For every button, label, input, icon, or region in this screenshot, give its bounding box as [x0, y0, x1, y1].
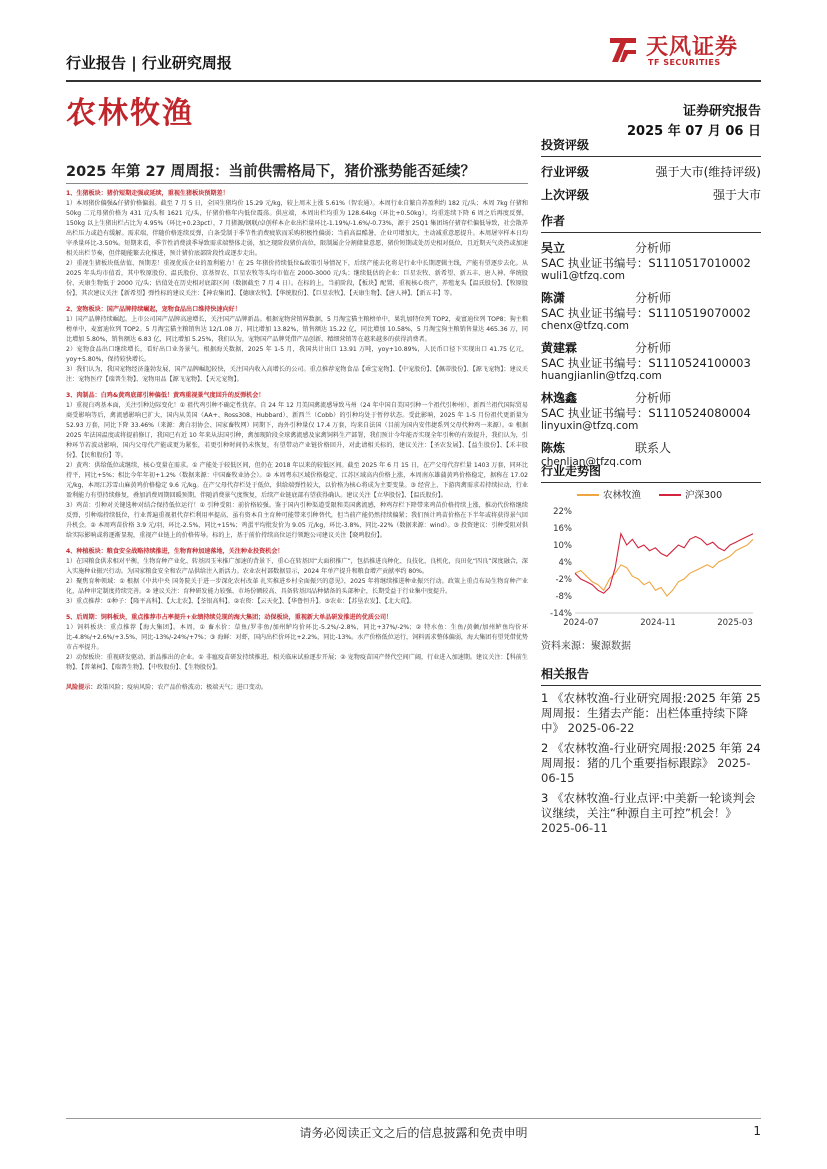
author-role: 分析师 — [635, 291, 672, 305]
author-email[interactable]: huangjianlin@tfzq.com — [541, 370, 662, 382]
author-name: 黄建霖 — [541, 341, 578, 355]
headline-divider — [66, 183, 528, 184]
related-report-item[interactable] — [541, 791, 761, 836]
section-title: 1、生猪板块：猪价短期走强或延续，重视生猪板块预期差！ — [66, 190, 229, 197]
x-tick-label: 2024-07 — [563, 618, 599, 628]
report-category: 行业报告 | 行业研究周报 — [66, 54, 232, 72]
rating-panel — [541, 136, 761, 203]
related-report-title: 3 《农林牧渔-行业点评:中美新一轮谈判会议继续，关注“种源自主可控”机会！》 — [541, 791, 756, 820]
report-type: 证券研究报告 — [682, 104, 761, 119]
authors-heading: 作者 — [541, 212, 761, 233]
logo-text-en: TF SECURITIES — [648, 58, 721, 67]
section-paragraph: 2）黄鸡：供给低位或继续，核心变量在需求。① 产能处于较低区间，但仍在 2018 年以来的较低区间。截至 2025 年 6 月 15 日，在产父母代存栏量 1403 万套，同环比持平，同比+5%；相比今年年初+1.2%（数据来源：中国畜牧业协会）。② 本周粤东区域价格稳定、江苏区域高内价格上涨，本周南东雄蒲黄鸡价格稳定，据称在 17.02 元/kg，本周江苏雪山麻黄鸡价格稳定 9.6 元/kg。在产父母代存栏处于低位，供给端弹性较大，以价格为核心将成为主要变量。③ 经营上，下游肉禽需求若持续拉动，行业盈利能力有望持续修复，叠加消费周期回暖预期，伴随消费景气度恢复，后续产业链底部有望获得确认。建议关注【立华股份】、【温氏股份】。 — [66, 462, 528, 499]
rating-value: 强于大市(维持评级) — [655, 165, 761, 179]
risk-warning — [66, 683, 528, 693]
y-tick-label: 10% — [553, 541, 572, 551]
author-cert: SAC 执业证书编号：S1110517010002 — [541, 256, 751, 270]
author-name: 吴立 — [541, 241, 566, 255]
series-line — [575, 539, 753, 596]
author-role: 联系人 — [635, 441, 672, 455]
section-paragraph: 1）国产品牌持续崛起。上市公司国产品牌高速增长，关注国产品牌新品。根据宠物营销界数据，5 月淘宝猫主粮榜单中，果乳加特位列 TOP2，麦富迪位列 TOP8；狗主粮榜单中，麦富迪位列 TOP2。5 月淘宝猫主粮销售达 12/1.08 万，同比增加 13.82%，销售额达 15.22 亿，同比增加 10.58%，5 月淘宝狗主粮销售量达 465.36 万，同比增加 5.80%，销售额达 6.83 亿，同比增加 5.25%，我们认为，宠物国产品牌凭借产品创新、精细营销等在越来越多的获得消费者。 — [66, 316, 528, 343]
y-tick-label: -2% — [555, 575, 572, 585]
footer-divider — [66, 1118, 761, 1119]
section-paragraph: 1）在国粮食供求相对平衡，生物育种产业化、转基因玉米推广加速的背景下，重心在转基因“大面积推广”，包括推进良种化、良技化、良机化，良田化“四良”深度融合，深入实施种业振兴行动。为国家粮食安全和农产品供给注入新活力。农业农村部数据显示，2024 年单产提升和粮食增产贡献率约 80%。 — [66, 558, 528, 575]
chart-source: 资料来源：聚源数据 — [541, 641, 631, 652]
author-cert: SAC 执业证书编号：S1110524080004 — [541, 406, 751, 420]
sector-title: 农林牧渔 — [66, 96, 194, 131]
related-panel — [541, 665, 761, 836]
trend-chart — [541, 483, 761, 633]
x-tick-label: 2024-11 — [640, 618, 676, 628]
author-name: 林逸鑫 — [541, 391, 578, 405]
author-role: 分析师 — [635, 391, 672, 405]
legend-label: 农林牧渔 — [603, 490, 642, 501]
footer-disclaimer: 请务必阅读正文之后的信息披露和免责申明 — [299, 1126, 528, 1140]
author-entry — [541, 239, 761, 283]
rating-row-current — [541, 157, 761, 180]
risk-label: 风险提示： — [66, 684, 97, 691]
trend-heading: 行业走势图 — [541, 462, 761, 483]
section-paragraph: 1）饲料板块：重点推荐【海大集团】。本周，① 畜水价：草鱼/罗非鱼/加州鲈均价环比-5.2%/-2.8%，同比+37%/-2%；② 特水鱼：生鱼/黄颡/加州鲈鱼均价环比-4.8%/+2.6%/+3.5%，同比-13%/-24%/+7%；③ 海鲜：对虾，国内出栏价环比+2.2%，同比-13%。水产价格低位运行，饲料需求整体偏弱，海大集团有望凭借优势市占率提升。 — [66, 624, 528, 651]
author-entry — [541, 339, 761, 383]
section-title: 2、宠物板块：国产品牌持续崛起，宠物食品出口维持快速向好！ — [66, 306, 241, 313]
related-report-date: 2025-06-11 — [541, 821, 608, 835]
related-report-item[interactable] — [541, 691, 761, 736]
section-paragraph: 2）聚焦育种领域：① 根据《中共中央 国务院关于进一步深化农村改革 扎实推进乡村全面振兴的意见》，2025 年将继续推进种业振兴行动。政策上重点布局生物育种产业化，品种审定制度持续完善。② 建议关注：育种研发能力较强、市场份额较高、具备转基因品种储备的头部种企，长期受益于行业集中度提升。 — [66, 578, 528, 595]
rating-value: 强于大市 — [712, 188, 761, 202]
author-name: 陈炼 — [541, 441, 566, 455]
author-name: 陈潇 — [541, 291, 566, 305]
author-email[interactable]: wuli1@tfzq.com — [541, 270, 626, 282]
related-report-date: 2025-06-22 — [567, 721, 635, 735]
section-title: 5、后周期：饲料板块，重点推荐市占率提升+业绩持续兑现的海大集团；动保板块，重视新大单品研发推进的优质公司！ — [66, 614, 393, 621]
author-role: 分析师 — [635, 241, 672, 255]
logo-mark-icon — [606, 32, 640, 66]
company-logo — [606, 28, 766, 68]
series-line — [575, 534, 753, 594]
related-report-item[interactable] — [541, 741, 761, 786]
y-tick-label: -8% — [555, 592, 572, 602]
authors-panel — [541, 212, 761, 469]
rating-label: 行业评级 — [541, 165, 590, 179]
section-paragraph: 3）重点推荐：①种子：【隆平高科】、【大北农】、【荃银高科】。②农资：【云天化】、【华鲁恒升】。③农业：【苏垦农发】、【北大荒】。 — [66, 598, 416, 605]
related-report-title: 1 《农林牧渔-行业研究周报:2025 年第 25 周周报：生猪去产能：出栏体重持续下降中》 — [541, 691, 761, 735]
section-paragraph: 1）重视白鸡基本面，关注引种边际变化！① 祖代鸡引种不确定性犹存。自 24 年 12 月美国禽流感导致马州（24 年中国自美国引种一个祖代引种州），新西兰祖代国际贸易商受影响等后，禽流感影响已扩大，国内从美国（AA+、Ross308、Hubbard）、新西兰（Cobb）的引种均处于暂停状态。受此影响，2025 年 1-5 月份祖代更新量为 52.93 万套，同比下降 33.46%（来源：禽白羽协会、国家畜牧网）同期下，海外引种量仅 17.4 万套，均来自法国（目前为国内安伟捷系列父母代种鸡一来源）。① 根据 2025 年法国温度或将提前修订，我国已有近 10 年来从法国引种，禽加现阶段全球禽流感及家禽饲料生产部署，我们预计今年能否实现全年引种的有效提升，我们认为，引种环节若波动影响，国内父母代产能或更为紧张，若更引种时间仍未恢复，有望带动产业链价格回升，对此请相关标的，建议关注：【圣农发展】、【益生股份】、【禾丰股份】、【民和股份】等。 — [66, 402, 528, 459]
author-email[interactable]: chenlian@tfzq.com — [541, 456, 642, 468]
header-divider — [66, 80, 761, 82]
rating-heading: 投资评级 — [541, 136, 761, 157]
section-title: 3、肉制品：白鸡&黄鸡底部引种偏低！黄鸡重视景气度回升的反弹机会！ — [66, 392, 265, 399]
author-entry — [541, 289, 761, 333]
y-tick-label: 22% — [553, 507, 572, 517]
author-entry — [541, 389, 761, 433]
author-email[interactable]: chenx@tfzq.com — [541, 320, 630, 332]
x-tick-label: 2025-03 — [717, 618, 753, 628]
related-report-title: 2 《农林牧渔-行业研究周报:2025 年第 24 周周报：猪的几个重要指标跟踪》 — [541, 741, 761, 770]
rating-row-previous — [541, 180, 761, 203]
section-paragraph: 2）动保板块：重视研发驱动、新品推出的企业。① 非瘟疫苗研发持续推进，相关临床试验逐步开展；② 宠物疫苗国产替代空间广阔，行业进入加速期。建议关注：【科前生物】、【普莱柯】、【瑞普生物】、【中牧股份】、【生物股份】。 — [66, 654, 528, 671]
page-number: 1 — [753, 1124, 761, 1138]
legend-label: 沪深300 — [685, 490, 723, 501]
section-paragraph: 2）宠物食品出口继续增长，看好出口业务景气。根据海关数据，2025 年 1-5 月，我国共计出口 13.91 万吨，yoy+10.89%，人民币口径下实现出口 41.75 亿元，yoy+5.80%，保持较快增长。 — [66, 346, 528, 363]
section-title: 4、种植板块：粮食安全战略持续推进，生物育种加速落地，关注种业投资机会！ — [66, 548, 284, 555]
section-paragraph: 1）本周猪价偏强&仔猪价格偏弱。截至 7 月 5 日，全国生猪均价 15.29 元/kg，较上周末上涨 5.61%（智农通）。本周行业自繁自养盈利约 182 元/头；本周 7kg 仔猪和 50kg 二元母猪价格为 431 元/头和 1621 元/头，仔猪价格年内低位震荡。供应端，本周出栏均重为 128.64kg（环比+0.50kg），均重连续下降 6 周之后再度反弹，150kg 以上生猪出栏占比为 4.95%（环比+0.23pct），7 月猪源/钢联/卓创样本企业出栏量环比-1.19%/-1.6%/-0.73%，源于 25Q1 集团场仔猪存栏偏低导致，社会散养出栏压力或趋有缓解。需求端，伴随价格连续反弹，白条受制于季节性消费疲软而采购积极性偏弱；当前高温酷暑，企业可增加大，主动减重意愿提升。本周屠宰样本日均宰杀量环比-3.50%。短期来看，季节性消费淡季导致需求端整体走弱，加之现阶段猪价高位，限制属企分割储量意愿，猪价短期或处历史相对低位，且近期天气炎热或加速相关出栏节奏，但伴随能繁去化推进，预计猪价底部阶段性或逐步走出。 — [66, 200, 528, 257]
author-cert: SAC 执业证书编号：S1110519070002 — [541, 306, 751, 320]
rating-label: 上次评级 — [541, 188, 590, 202]
trend-panel — [541, 462, 761, 652]
author-cert: SAC 执业证书编号：S1110524100003 — [541, 356, 751, 370]
section-paragraph: 3）我们认为，我国宠物经济蓬勃发展，国产品牌崛起较快，关注国内收入高增长的公司。重点推荐宠物食品【乖宝宠物】、【中宠股份】、【佩蒂股份】、【源飞宠物】；建议关注：宠物医疗【瑞普生物】、宠物用品【源飞宠物】、【天元宠物】。 — [66, 366, 528, 383]
section-paragraph: 3）鸡苗：引种对关键选种对结合保持低位运行！① 引种受阻：前价格较强。鉴于国内引种渠道受限和美国禽流感，种鸡存栏下降带来鸡苗价格持续上涨，推动代价格继续反弹，引种端持续低位，行业普遍重视祖代存栏利用率提高，虽有资本自主育种可能带来引种替代，但当前产能仍然持续偏紧；我们预计鸡苗价格在下半年或将获得景气回升机会。② 本周鸡苗价格 3.9 元/羽，环比-2.5%，同比+15%；鸡蛋平均批发价为 9.05 元/kg，环比-3.8%，同比-22%（数据来源：wind）。③ 投资建议：引种受阻对供给实际影响或将逐渐显现，重视产业链上的价格传导。标的上，基于前价持续高位运行领跑公司建议关注【晓鸣股份】。 — [66, 502, 528, 539]
logo-text-cn: 天风证券 — [646, 35, 739, 60]
section-paragraph: 2）重视生猪板块低估值、预期差！重视优质企业的盈利能力！在 25 年猪价持续低位&政策引导情况下，后续产能去化将是行业中长期逻辑主线，产能有望逐步去化。从 2025 年头均市值看，其中牧原股份、温氏股份、京基智农、巨星农牧等头均市值在 2000-3000 元/头；继续低估的企业：巨星农牧、新希望、新五丰、唐人神、华统股份、天康生物低于 2000 元/头；估值处在历史相对底部区间（数据截至 7 月 4 日）。在标的上，当前阶段，【板块】配置，重视核心资产，养殖龙头【温氏股份】、【牧原股份】，其次建议关注【新希望】弹性标的建议关注：【神农集团】、【德康农牧】、【华统股份】、【巨星农牧】、【天康生物】、【唐人神】、【新五丰】等。 — [66, 260, 528, 297]
report-date: 2025 年 07 月 06 日 — [627, 124, 761, 139]
report-headline: 2025 年第 27 周周报：当前供需格局下，猪价涨势能否延续？ — [66, 164, 476, 180]
related-heading: 相关报告 — [541, 665, 761, 686]
y-tick-label: 16% — [553, 524, 572, 534]
risk-text: 政策风险；疫病风险；农产品价格波动；极端天气；进口变动。 — [96, 684, 268, 691]
author-email[interactable]: linyuxin@tfzq.com — [541, 420, 639, 432]
y-tick-label: 4% — [558, 558, 572, 568]
related-report-date: 2025-06-15 — [541, 756, 751, 785]
y-tick-label: -14% — [550, 609, 572, 619]
author-role: 分析师 — [635, 341, 672, 355]
main-body — [66, 189, 528, 693]
